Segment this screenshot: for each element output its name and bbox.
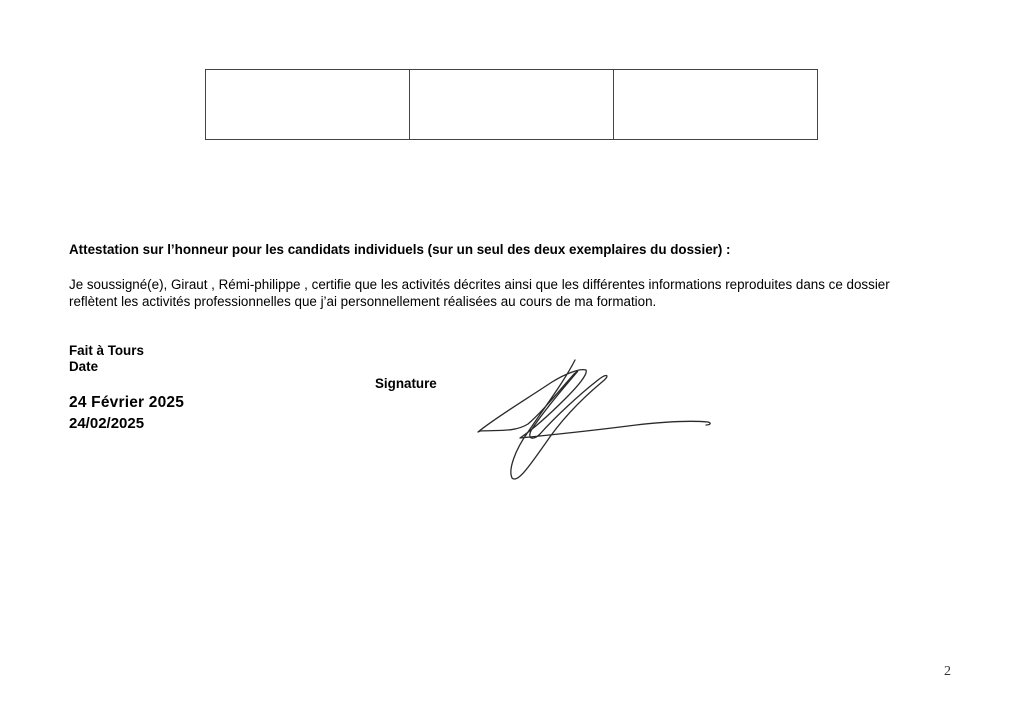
attestation-line-1: Je soussigné(e), Giraut , Rémi-philippe , certifie que les activités décrites ainsi que les différentes informations reproduites dans ce dossier	[69, 277, 890, 292]
date-long: 24 Février 2025	[69, 394, 185, 411]
table-cell	[614, 70, 818, 140]
attestation-heading: Attestation sur l’honneur pour les candidats individuels (sur un seul des deux exemplaires du dossier) :	[69, 242, 731, 257]
signature-label: Signature	[375, 376, 437, 391]
attestation-body	[69, 276, 969, 310]
empty-table	[205, 69, 818, 140]
date-label: Date	[69, 359, 99, 374]
date-short: 24/02/2025	[69, 415, 145, 432]
place-label: Fait à Tours	[69, 343, 144, 358]
handwritten-signature	[470, 352, 720, 487]
table-cell	[410, 70, 614, 140]
table-cell	[206, 70, 410, 140]
attestation-line-2: reflètent les activités professionnelles que j’ai personnellement réalisées au cours de ma formation.	[69, 294, 657, 309]
signature-stroke	[478, 360, 710, 479]
page-number: 2	[944, 664, 951, 679]
table-row	[206, 70, 818, 140]
